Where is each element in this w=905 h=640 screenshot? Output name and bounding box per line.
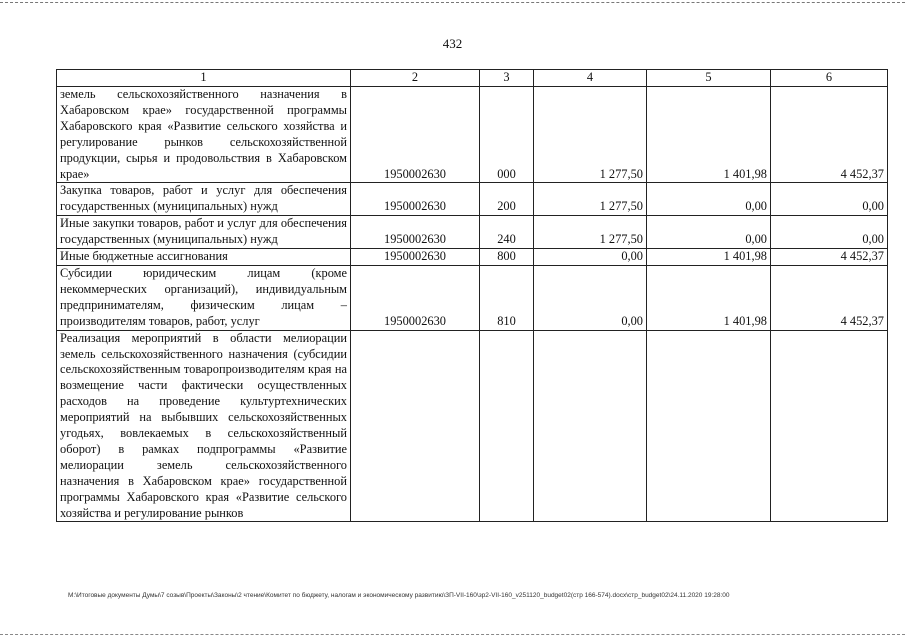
row-description-text: Субсидии юридическим лицам (кроме некоммерческих организаций), индивидуальным предпринимателям, физическим лицам – производителям товаров, работ, услуг	[60, 265, 347, 328]
table-row	[57, 216, 888, 249]
row-description	[57, 330, 351, 522]
table-row	[57, 265, 888, 330]
table-header-row	[57, 70, 888, 87]
row-expense-type: 240	[480, 216, 534, 249]
row-amount-col6	[771, 330, 888, 522]
row-expense-type: 800	[480, 249, 534, 266]
row-target-code	[351, 330, 480, 522]
row-target-code: 1950002630	[351, 216, 480, 249]
page-number: 432	[442, 36, 463, 51]
row-target-code: 1950002630	[351, 265, 480, 330]
row-target-code: 1950002630	[351, 249, 480, 266]
column-header-3: 3	[480, 70, 534, 87]
row-expense-type	[480, 330, 534, 522]
row-amount-col4: 1 277,50	[534, 87, 647, 183]
document-file-path: M:\Итоговые документы Думы\7 созыв\Проекты\Законы\2 чтение\Комитет по бюджету, налогам и экономическому развитию\ЗП-VII-160\зр2-VII-160_v251120_budget02(стр 166-574).docx\стр_budget02\24.11.2020 19:28:00	[68, 592, 730, 599]
row-amount-col5: 1 401,98	[647, 87, 771, 183]
bottom-dashed-rule	[0, 634, 905, 635]
row-target-code: 1950002630	[351, 183, 480, 216]
row-description-text: Иные закупки товаров, работ и услуг для обеспечения государственных (муниципальных) нужд	[60, 216, 347, 247]
row-amount-col4: 0,00	[534, 249, 647, 266]
row-amount-col6: 4 452,37	[771, 265, 888, 330]
row-amount-col5: 1 401,98	[647, 265, 771, 330]
row-amount-col5: 0,00	[647, 183, 771, 216]
row-description	[57, 265, 351, 330]
row-amount-col4: 0,00	[534, 265, 647, 330]
row-expense-type: 200	[480, 183, 534, 216]
top-dashed-rule	[0, 2, 905, 3]
row-amount-col4: 1 277,50	[534, 216, 647, 249]
column-header-2: 2	[351, 70, 480, 87]
budget-table	[56, 69, 888, 522]
row-amount-col6: 4 452,37	[771, 87, 888, 183]
row-description	[57, 249, 351, 266]
row-amount-col5: 0,00	[647, 216, 771, 249]
row-amount-col5	[647, 330, 771, 522]
column-header-6: 6	[771, 70, 888, 87]
row-amount-col4	[534, 330, 647, 522]
row-amount-col4: 1 277,50	[534, 183, 647, 216]
row-description-text: Реализация мероприятий в области мелиорации земель сельскохозяйственного назначения (субсидии сельскохозяйственным товаропроизводителям края на возмещение части фактически осуществленных расходов на проведение культуртехнических мероприятий на выбывших сельскохозяйственных угодьях, вовлекаемых в сельскохозяйственный оборот) в рамках подпрограммы «Развитие мелиорации земель сельскохозяйственного назначения в Хабаровском крае» государственной программы Хабаровского края «Развитие сельского хозяйства и регулирование рынков	[60, 330, 347, 520]
row-expense-type: 810	[480, 265, 534, 330]
row-description-text: Иные бюджетные ассигнования	[60, 249, 228, 264]
row-amount-col6: 4 452,37	[771, 249, 888, 266]
column-header-1: 1	[57, 70, 351, 87]
row-description-text: земель сельскохозяйственного назначения в Хабаровском крае» государственной программы Хабаровского края «Развитие сельского хозяйства и регулирование рынков сельскохозяйственной продукции, сырья и продовольствия в Хабаровском крае»	[60, 87, 347, 181]
row-description	[57, 87, 351, 183]
table-row	[57, 183, 888, 216]
table-row	[57, 249, 888, 266]
row-expense-type: 000	[480, 87, 534, 183]
row-amount-col5: 1 401,98	[647, 249, 771, 266]
row-description	[57, 183, 351, 216]
row-target-code: 1950002630	[351, 87, 480, 183]
table-row	[57, 87, 888, 183]
row-amount-col6: 0,00	[771, 216, 888, 249]
row-amount-col6: 0,00	[771, 183, 888, 216]
column-header-4: 4	[534, 70, 647, 87]
row-description	[57, 216, 351, 249]
row-description-text: Закупка товаров, работ и услуг для обеспечения государственных (муниципальных) нужд	[60, 183, 347, 214]
table-row	[57, 330, 888, 522]
column-header-5: 5	[647, 70, 771, 87]
